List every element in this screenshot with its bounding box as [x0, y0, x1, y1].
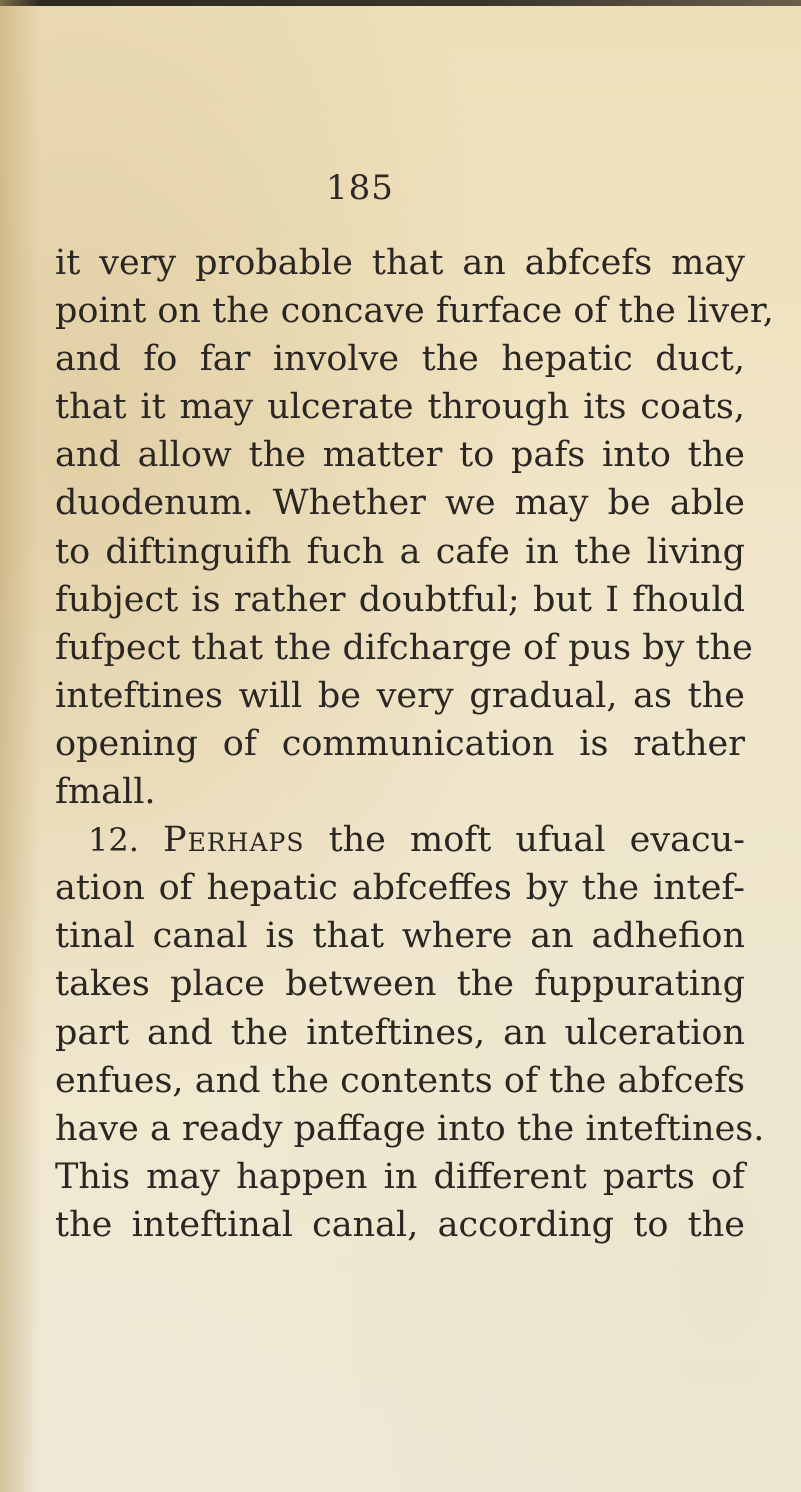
text-line: and fo far involve the hepatic duct,: [55, 339, 745, 380]
text-line: that it may ulcerate through its coats,: [55, 387, 745, 428]
text-line: point on the concave furface of the liver,: [55, 291, 774, 332]
text-line: fufpect that the difcharge of pus by the: [55, 627, 753, 668]
text-line: it very probable that an abfcefs may: [55, 243, 745, 283]
paragraph-lead-word: Perhaps: [163, 820, 305, 861]
text-line: have a ready paffage into the inteftines.: [55, 1108, 765, 1149]
page-top-edge: [0, 0, 801, 6]
text-line: fubject is rather doubtful; but I fhould: [55, 579, 745, 620]
page-number: 185: [326, 168, 394, 208]
text-line: duodenum. Whether we may be able: [55, 483, 745, 524]
text-line: This may happen in different parts of: [55, 1156, 745, 1197]
page-gutter-shadow: [0, 0, 40, 1492]
paragraph-1: [55, 239, 774, 816]
text-line: tinal canal is that where an adhefion: [55, 916, 745, 957]
text-line: ation of hepatic abfceffes by the intef-: [55, 868, 745, 909]
text-line: to diftinguifh fuch a cafe in the living: [55, 531, 745, 572]
text-line: and allow the matter to pafs into the: [55, 435, 745, 476]
paragraph-2-first-line: [55, 816, 745, 864]
text-line: inteftines will be very gradual, as the: [55, 675, 745, 716]
paragraph-2: [55, 816, 765, 1249]
body-text: [55, 239, 774, 1249]
text-line: the inteftinal canal, according to the: [55, 1204, 745, 1245]
text-line: enfues, and the contents of the abfcefs: [55, 1060, 745, 1101]
paragraph-number: 12.: [88, 821, 139, 860]
text-line: takes place between the fuppurating: [55, 964, 745, 1005]
text-line: opening of communication is rather: [55, 723, 745, 764]
text-fragment: the moft ufual evacu-: [328, 820, 745, 861]
text-line: fmall.: [55, 772, 156, 813]
text-line: part and the inteftines, an ulceration: [55, 1012, 745, 1053]
